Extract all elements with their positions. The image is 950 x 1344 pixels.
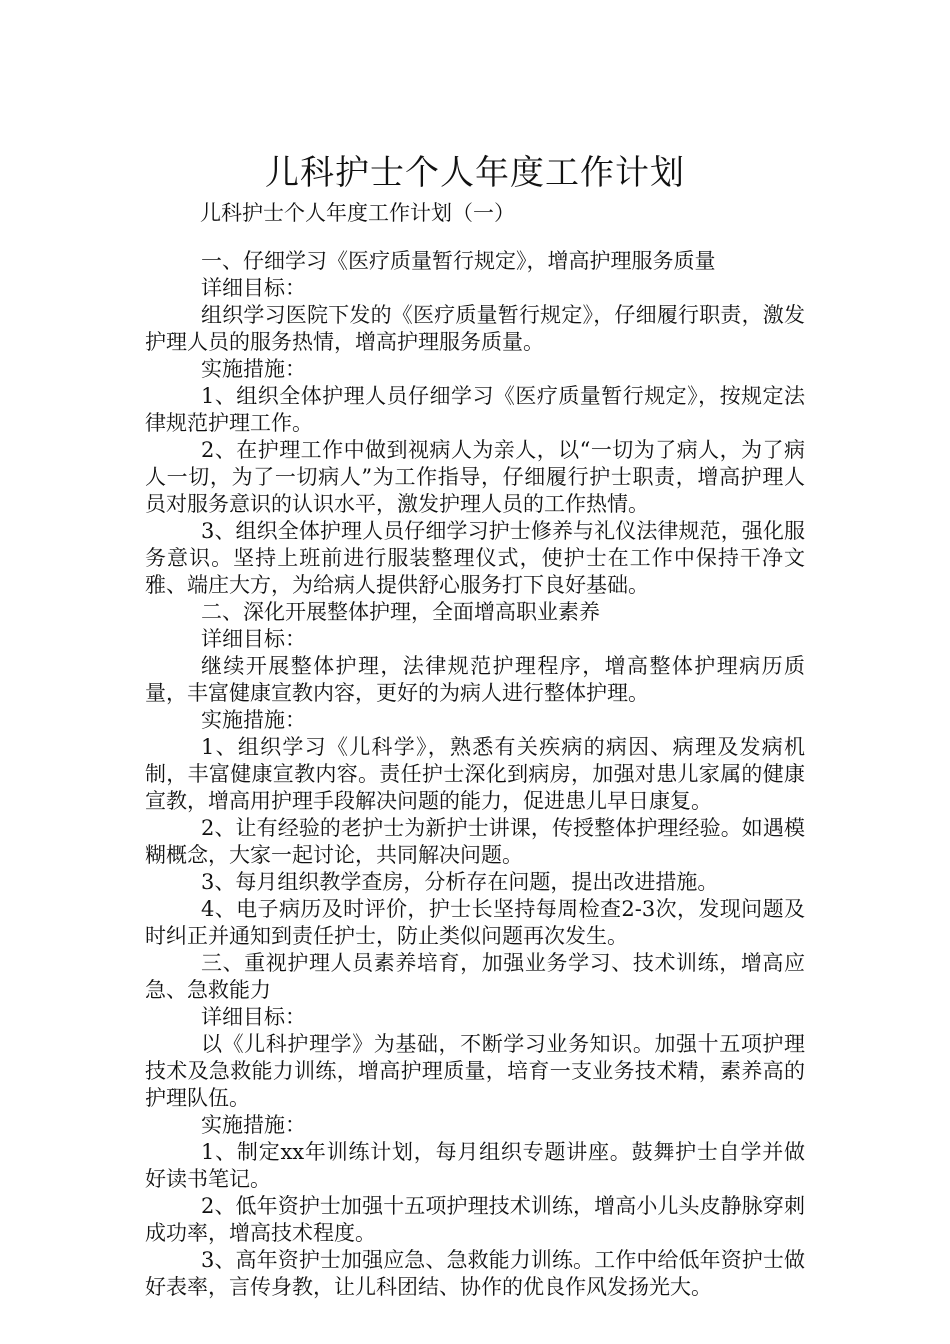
paragraph: 2、在护理工作中做到视病人为亲人，以“一切为了病人，为了病人一切，为了一切病人”为工作指导，仔细履行护士职责，增高护理人员对服务意识的认识水平，激发护理人员的工作热情。 [145, 438, 805, 516]
paragraph: 2、低年资护士加强十五项护理技术训练，增高小儿头皮静脉穿刺成功率，增高技术程度。 [145, 1194, 805, 1245]
paragraph: 1、组织全体护理人员仔细学习《医疗质量暂行规定》，按规定法律规范护理工作。 [145, 384, 805, 435]
paragraph: 1、制定xx年训练计划，每月组织专题讲座。鼓舞护士自学并做好读书笔记。 [145, 1140, 805, 1191]
label-measures: 实施措施： [201, 1113, 306, 1137]
document-body [145, 248, 805, 1301]
section-heading-2: 二、深化开展整体护理，全面增高职业素养 [201, 600, 600, 624]
document-title: 儿科护士个人年度工作计划 [265, 152, 685, 193]
label-measures: 实施措施： [201, 708, 306, 732]
paragraph: 2、让有经验的老护士为新护士讲课，传授整体护理经验。如遇模糊概念，大家一起讨论，共同解决问题。 [145, 816, 805, 867]
section-heading-3: 三、重视护理人员素养培育，加强业务学习、技术训练，增高应急、急救能力 [145, 951, 805, 1002]
label-measures: 实施措施： [201, 357, 306, 381]
label-goal: 详细目标： [201, 1005, 306, 1029]
label-goal: 详细目标： [201, 276, 306, 300]
paragraph: 3、高年资护士加强应急、急救能力训练。工作中给低年资护士做好表率，言传身教，让儿科团结、协作的优良作风发扬光大。 [145, 1248, 805, 1299]
paragraph: 4、电子病历及时评价，护士长坚持每周检查2-3次，发现问题及时纠正并通知到责任护士，防止类似问题再次发生。 [145, 897, 805, 948]
paragraph: 继续开展整体护理，法律规范护理程序，增高整体护理病历质量，丰富健康宣教内容，更好的为病人进行整体护理。 [145, 654, 805, 705]
section-heading-1: 一、仔细学习《医疗质量暂行规定》，增高护理服务质量 [201, 249, 716, 273]
paragraph: 1、组织学习《儿科学》，熟悉有关疾病的病因、病理及发病机制，丰富健康宣教内容。责任护士深化到病房，加强对患儿家属的健康宣教，增高用护理手段解决问题的能力，促进患儿早日康复。 [145, 735, 805, 813]
paragraph: 组织学习医院下发的《医疗质量暂行规定》，仔细履行职责，激发护理人员的服务热情，增高护理服务质量。 [145, 303, 805, 354]
label-goal: 详细目标： [201, 627, 306, 651]
paragraph: 3、组织全体护理人员仔细学习护士修养与礼仪法律规范，强化服务意识。坚持上班前进行服装整理仪式，使护士在工作中保持干净文雅、端庄大方，为给病人提供舒心服务打下良好基础。 [145, 519, 805, 597]
paragraph: 3、每月组织教学查房，分析存在问题，提出改进措施。 [201, 870, 719, 894]
document-subtitle: 儿科护士个人年度工作计划（一） [200, 201, 515, 225]
paragraph: 以《儿科护理学》为基础，不断学习业务知识。加强十五项护理技术及急救能力训练，增高护理质量，培育一支业务技术精，素养高的护理队伍。 [145, 1032, 805, 1110]
